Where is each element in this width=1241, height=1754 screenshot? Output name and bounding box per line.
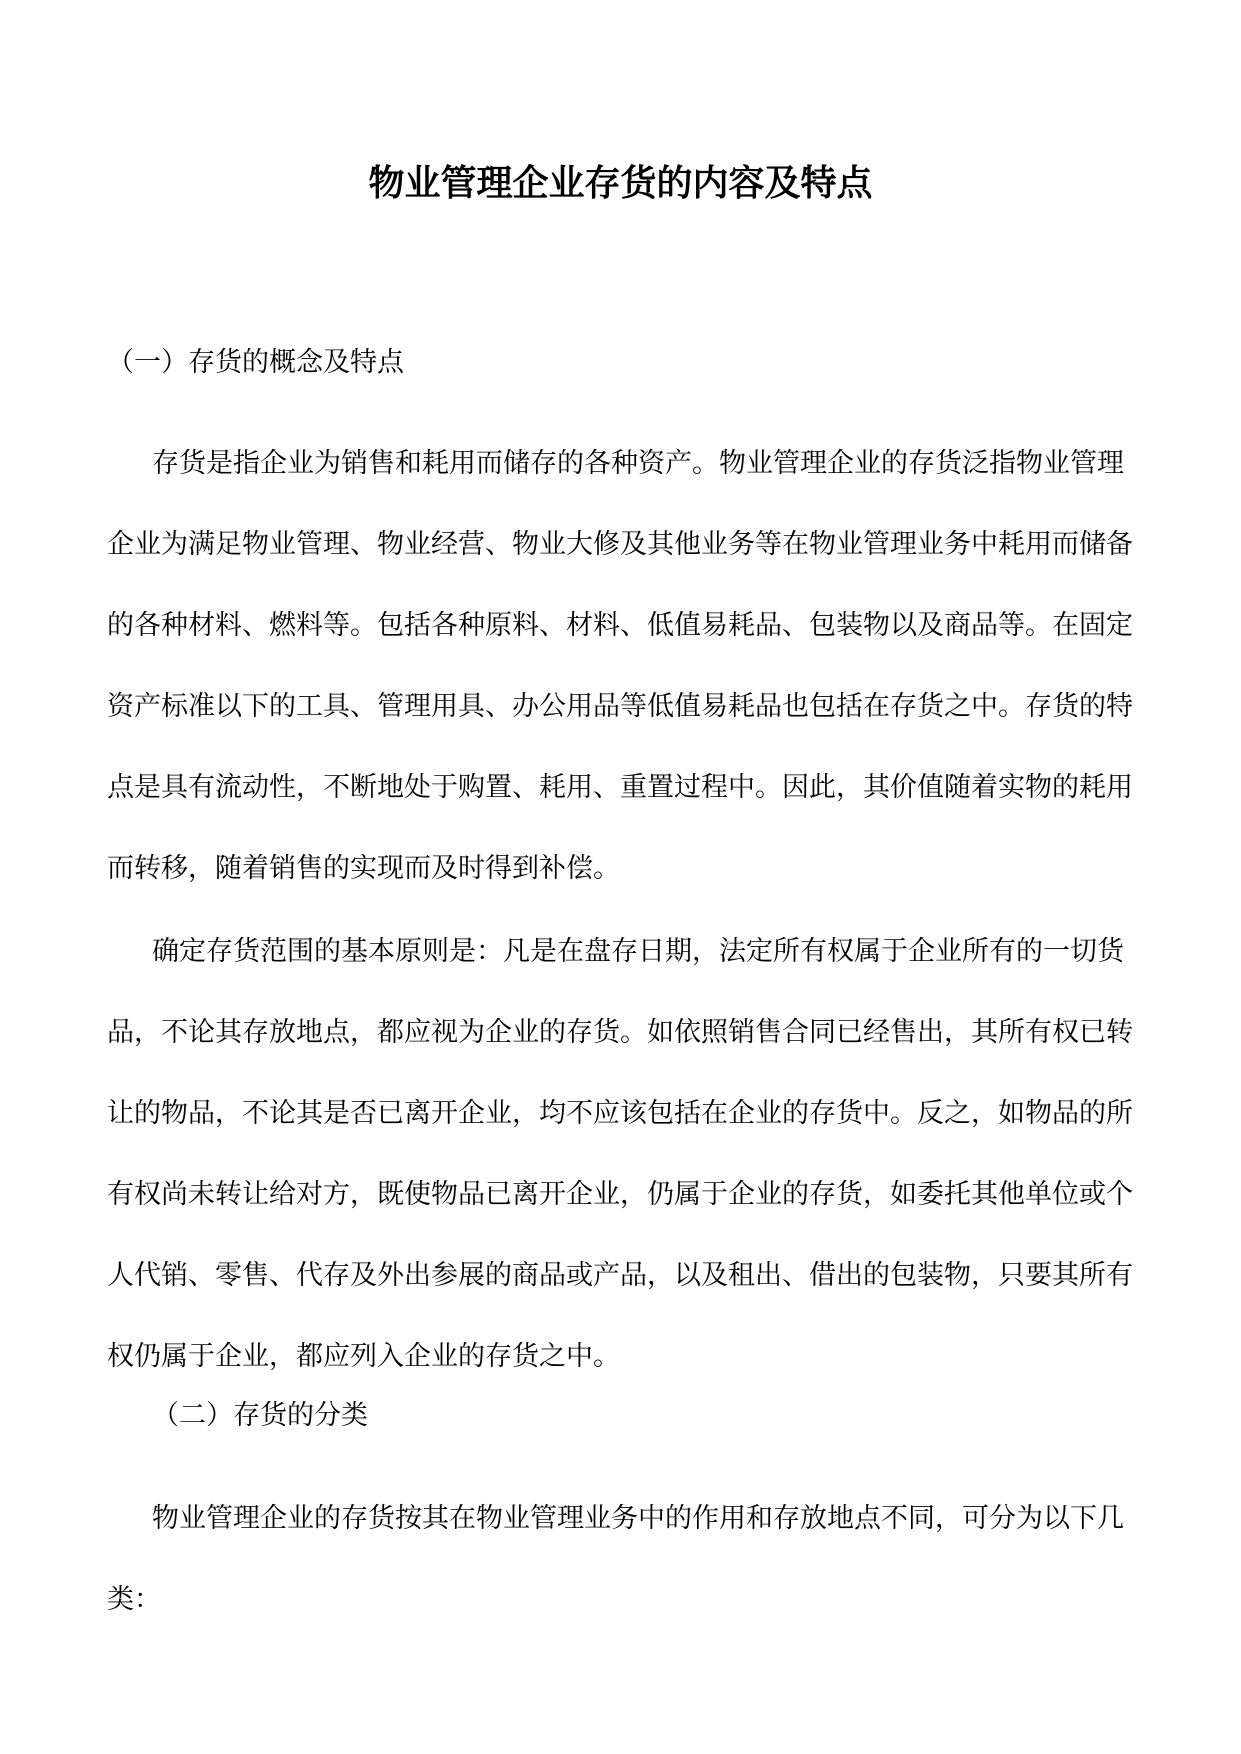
paragraph-3: 物业管理企业的存货按其在物业管理业务中的作用和存放地点不同，可分为以下几类： [107,1503,1124,1615]
section-heading-1: （一）存货的概念及特点 [107,347,404,378]
section-heading-2: （二）存货的分类 [152,1400,368,1431]
paragraph-1: 存货是指企业为销售和耗用而储存的各种资产。物业管理企业的存货泛指物业管理企业为满足物业管理、物业经营、物业大修及其他业务等在物业管理业务中耗用而储备的各种材料、燃料等。包括各种原料、材料、低值易耗品、包装物以及商品等。在固定资产标准以下的工具、管理用具、办公用品等低值易耗品也包括在存货之中。存货的特点是具有流动性，不断地处于购置、耗用、重置过程中。因此，其价值随着实物的耗用而转移，随着销售的实现而及时得到补偿。 [107,448,1133,884]
document-title: 物业管理企业存货的内容及特点 [368,162,873,204]
paragraph-2: 确定存货范围的基本原则是：凡是在盘存日期，法定所有权属于企业所有的一切货品，不论其存放地点，都应视为企业的存货。如依照销售合同已经售出，其所有权已转让的物品，不论其是否已离开企业，均不应该包括在企业的存货中。反之，如物品的所有权尚未转让给对方，既使物品已离开企业，仍属于企业的存货，如委托其他单位或个人代销、零售、代存及外出参展的商品或产品，以及租出、借出的包装物，只要其所有权仍属于企业，都应列入企业的存货之中。 [107,936,1133,1372]
